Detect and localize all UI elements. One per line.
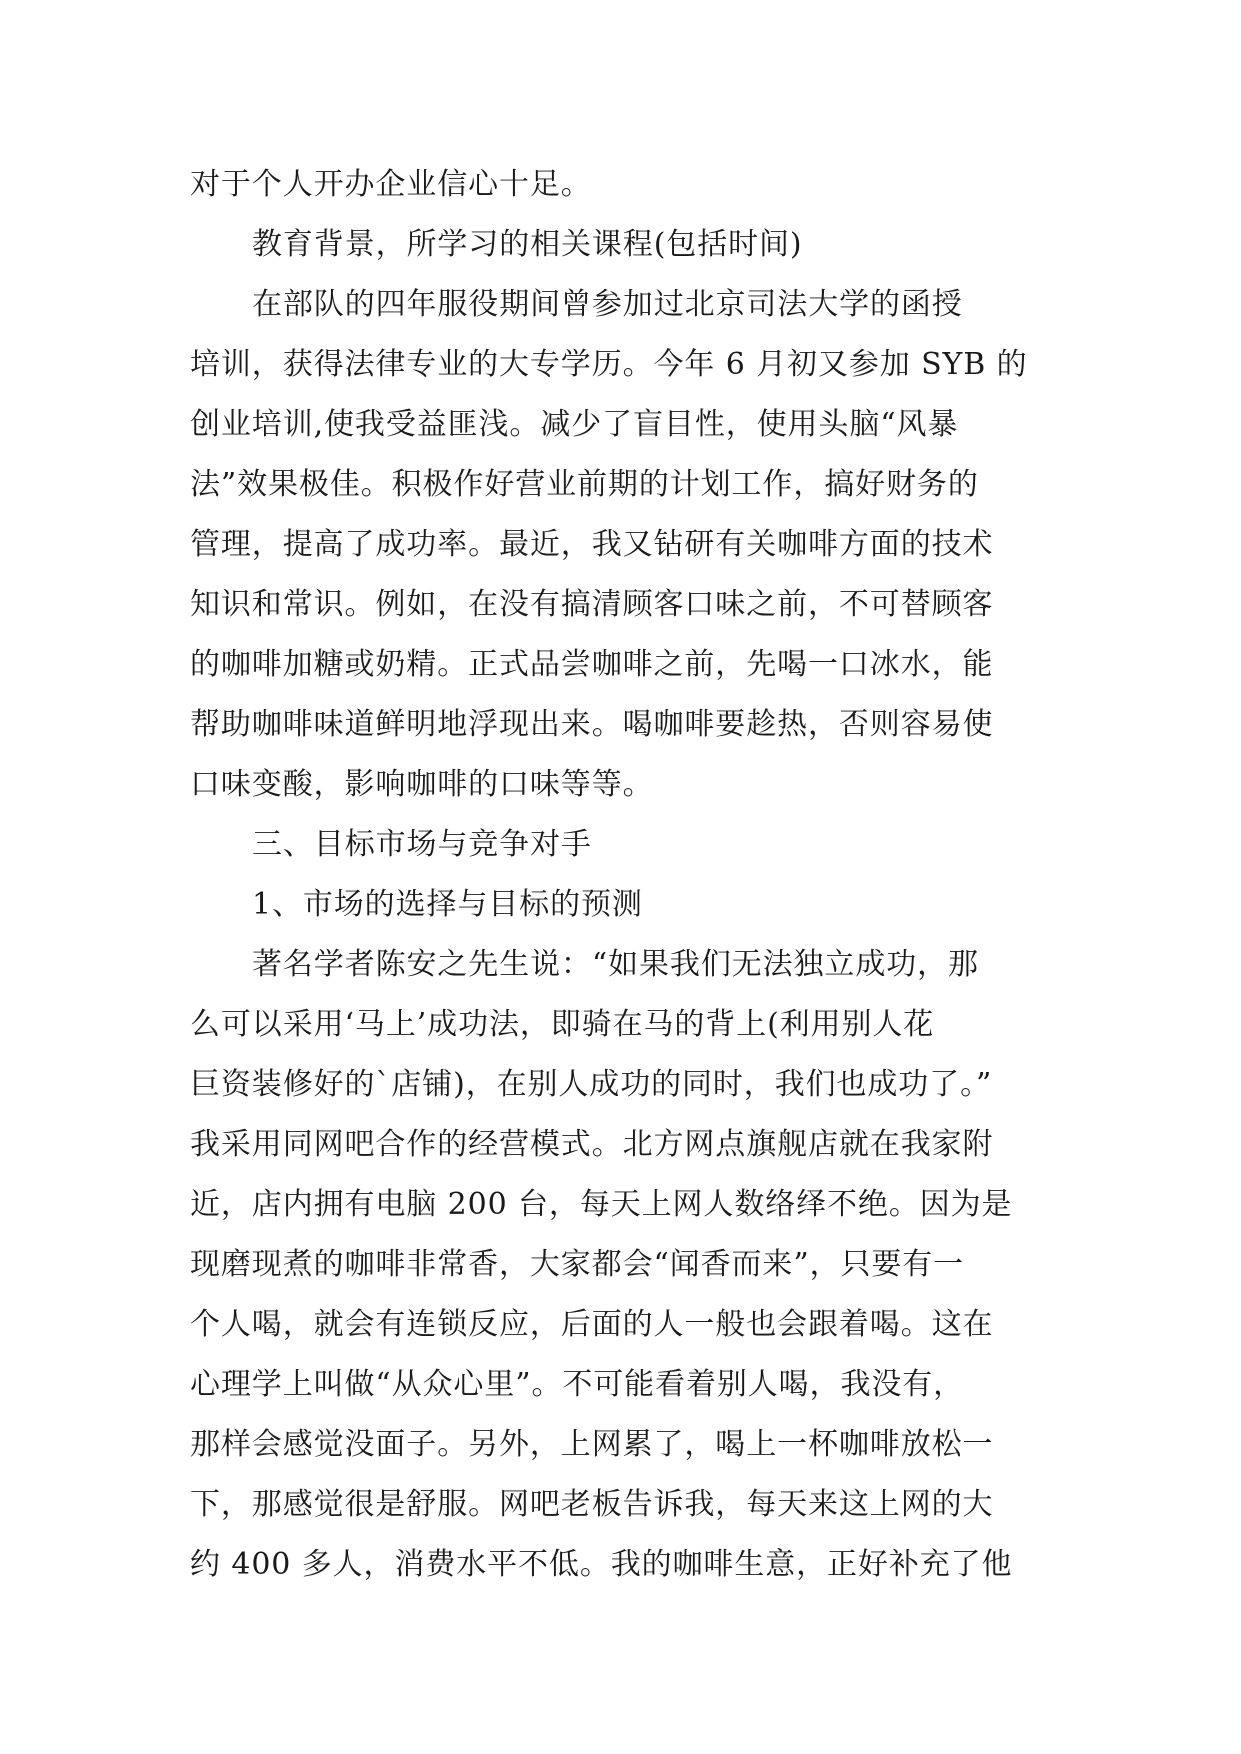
section-heading: 三、目标市场与竞争对手 bbox=[252, 827, 592, 862]
subsection-heading: 1、市场的选择与目标的预测 bbox=[252, 887, 643, 922]
text-line: 的咖啡加糖或奶精。正式品尝咖啡之前，先喝一口冰水，能 bbox=[190, 647, 994, 682]
text-line: 创业培训,使我受益匪浅。减少了盲目性，使用头脑“风暴 bbox=[190, 407, 959, 442]
text-line: 我采用同网吧合作的经营模式。北方网点旗舰店就在我家附 bbox=[190, 1127, 994, 1162]
text-line: 巨资装修好的`店铺)，在别人成功的同时，我们也成功了。” bbox=[190, 1067, 993, 1102]
text-line: 个人喝，就会有连锁反应，后面的人一般也会跟着喝。这在 bbox=[190, 1307, 994, 1342]
text-line: 下，那感觉很是舒服。网吧老板告诉我，每天来这上网的大 bbox=[190, 1487, 994, 1522]
text-line: 那样会感觉没面子。另外，上网累了，喝上一杯咖啡放松一 bbox=[190, 1427, 994, 1462]
text-line: 培训，获得法律专业的大专学历。今年 6 月初又参加 SYB 的 bbox=[190, 347, 1028, 382]
text-line: 近，店内拥有电脑 200 台，每天上网人数络绎不绝。因为是 bbox=[190, 1187, 1013, 1222]
text-line: 么可以采用‘马上’成功法，即骑在马的背上(利用别人花 bbox=[190, 1007, 935, 1042]
document-body bbox=[190, 155, 1050, 1595]
text-line: 教育背景，所学习的相关课程(包括时间) bbox=[252, 227, 803, 262]
text-line: 对于个人开办企业信心十足。 bbox=[190, 167, 592, 202]
text-line: 法”效果极佳。积极作好营业前期的计划工作，搞好财务的 bbox=[190, 467, 979, 502]
text-line: 帮助咖啡味道鲜明地浮现出来。喝咖啡要趁热，否则容易使 bbox=[190, 707, 994, 742]
text-line: 现磨现煮的咖啡非常香，大家都会“闻香而来”，只要有一 bbox=[190, 1247, 965, 1282]
text-line: 管理，提高了成功率。最近，我又钻研有关咖啡方面的技术 bbox=[190, 527, 994, 562]
text-line: 在部队的四年服役期间曾参加过北京司法大学的函授 bbox=[252, 287, 963, 322]
text-line: 约 400 多人，消费水平不低。我的咖啡生意，正好补充了他 bbox=[190, 1547, 1013, 1582]
text-line: 口味变酸，影响咖啡的口味等等。 bbox=[190, 767, 654, 802]
text-line: 心理学上叫做“从众心里”。不可能看着别人喝，我没有， bbox=[190, 1367, 965, 1402]
text-line: 著名学者陈安之先生说：“如果我们无法独立成功，那 bbox=[252, 947, 979, 982]
text-line: 知识和常识。例如，在没有搞清顾客口味之前，不可替顾客 bbox=[190, 587, 994, 622]
